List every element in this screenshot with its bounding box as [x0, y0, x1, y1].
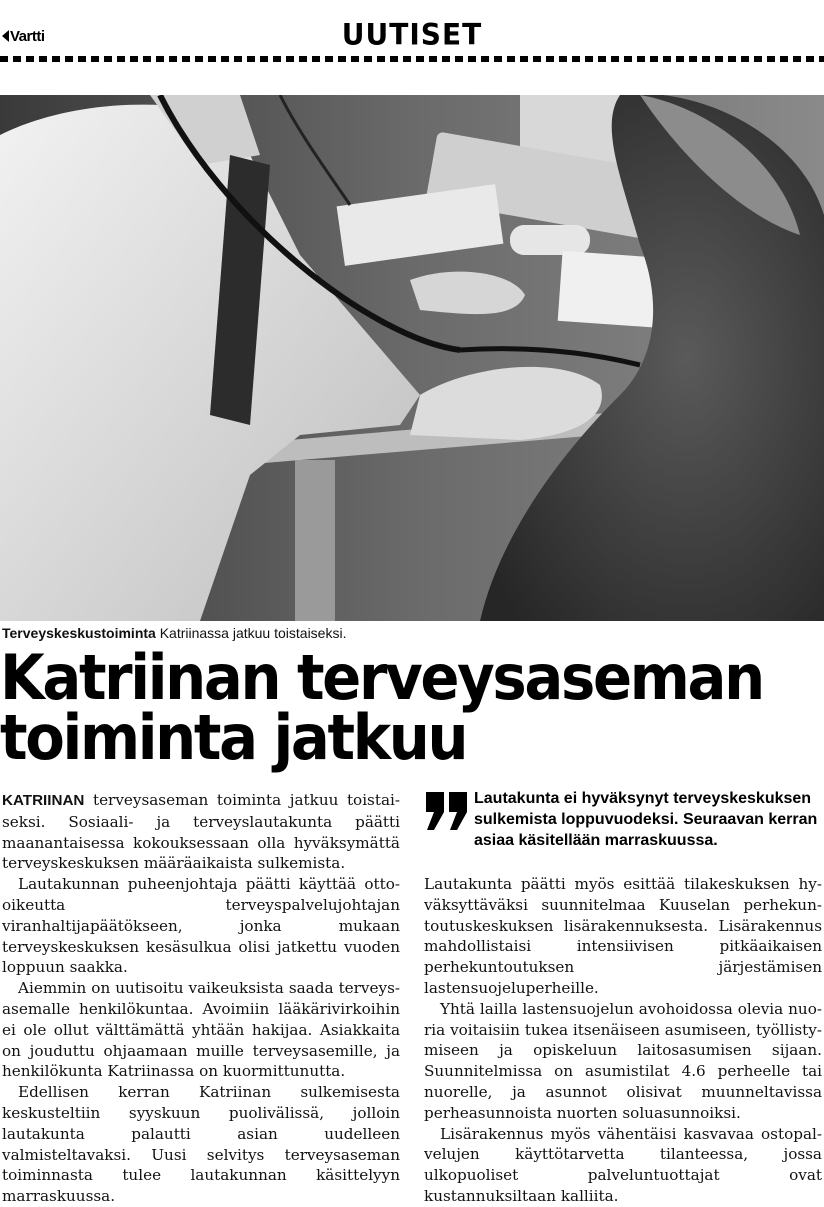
brand-name: Vartti [10, 28, 45, 45]
news-photo [0, 95, 824, 621]
article-paragraph-7: Lisärakennus myös vähentäisi kasvavaa ostopalvelujen käyttötarvetta tilanteessa, jossa ulkopuoliset palveluntuottajat ovat kustannuksiltaan kalliita. [424, 1124, 822, 1205]
article-paragraph-4: Edellisen kerran Katriinan sulkemisesta keskusteltiin syyskuun puolivälissä, jolloin lautakunta palautti asian uudelleen valmisteltavaksi. Uusi selvitys terveysaseman toiminnasta tulee lautakunnan käsittelyyn marraskuussa. [2, 1083, 400, 1206]
dashed-divider [0, 56, 824, 62]
article-headline [0, 641, 766, 774]
article-paragraph-1 [2, 790, 400, 874]
quote-mark-icon [424, 790, 470, 832]
caption-text: Katriinassa jatkuu toistaiseksi. [155, 625, 347, 641]
pull-quote-text: Lautakunta ei hyväksynyt terveyskeskuksen sulkemista loppuvuodeksi. Seuraavan kerran asiaa käsitellään marraskuussa. [474, 790, 818, 849]
headline-line-2: toiminta jatkuu [0, 701, 467, 774]
lead-word: KATRIINAN [2, 792, 85, 809]
section-title: UUTISET [341, 17, 483, 52]
article-paragraph-5: Lautakunta päätti myös esittää tilakeskuksen hyväksyttäväksi suunnitelmaa Kuuselan perhekuntoutuskeskuksen lisärakennuksesta. Lisärakennus mahdollistaisi intensiivisen pitkäaikaisen perhekuntoutuksen järjestämisen lastensuojeluperheille. [424, 875, 822, 997]
paragraph-text: terveysaseman toiminta jatkuu toistaiseksi. Sosiaali- ja terveyslautakunta päätti maanantaisessa kokouksessaan olla hyväksymättä terveyskeskuksen määräaikaista sulkemista. [2, 791, 400, 873]
caption-lead: Terveyskeskustoiminta [2, 625, 156, 641]
article-paragraph-2: Lautakunnan puheenjohtaja päätti käyttää otto-oikeutta terveyspalvelujohtajan viranhaltijapäätökseen, jonka mukaan terveyskeskuksen kesäsulkua olisi jatkettu vuoden loppuun saakka. [2, 875, 400, 977]
article-column-right [424, 874, 822, 1207]
article-column-left [2, 790, 400, 1207]
pull-quote [424, 788, 824, 851]
doctor-blood-pressure-photo-icon [0, 95, 824, 621]
headline-line-1: Katriinan terveysaseman [0, 641, 763, 714]
masthead [0, 0, 824, 64]
article-paragraph-3: Aiemmin on uutisoitu vaikeuksista saada terveysasemalle henkilökuntaa. Avoimiin lääkärivirkoihin ei ole ollut välttämättä yhtään hakijaa. Asiakkaita on jouduttu ohjaamaan muille terveysasemille, ja henkilökunta Katriinassa on kuormittunutta. [2, 979, 400, 1081]
photo-caption [2, 625, 346, 641]
article-paragraph-6: Yhtä lailla lastensuojelun avohoidossa olevia nuoria voitaisiin tukea itsenäiseen asumiseen, työllistymiseen ja opiskeluun laitosasumisen sijaan. Suunnitelmissa on asumistilat 4.6 perheelle tai nuorelle, ja asunnot olisivat muunneltavissa perheasunnoista nuorten soluasunnoiksi. [424, 999, 822, 1122]
